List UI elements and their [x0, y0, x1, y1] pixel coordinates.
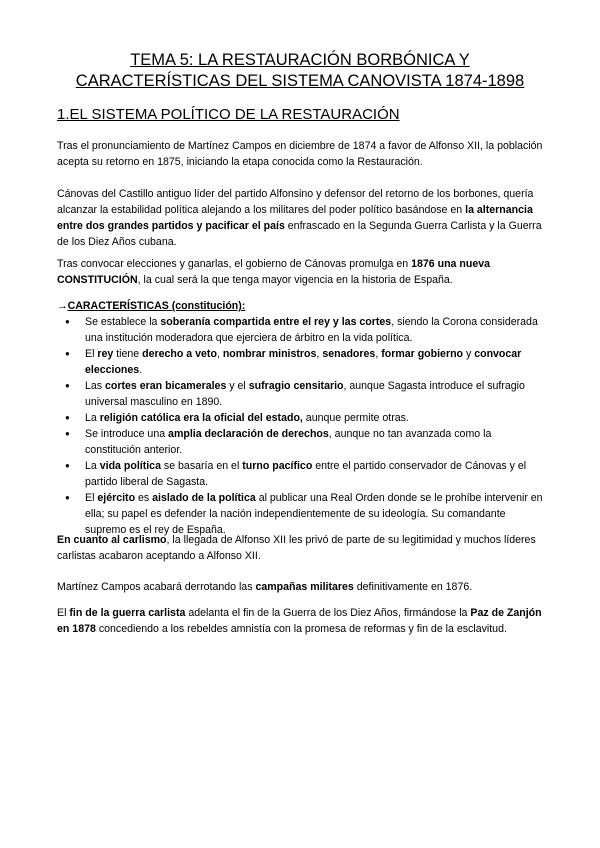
- paragraph-1: [57, 138, 547, 170]
- p4-text-1: , la llegada de Alfonso XII les privó de parte de su legitimidad y muchos líderes carlistas acabaron aceptando a Alfonso XII.: [57, 534, 536, 562]
- p6-text-1: El: [57, 607, 70, 619]
- paragraph-5: [57, 579, 547, 595]
- p5-text-2: definitivamente en 1876.: [353, 581, 473, 593]
- list-item: ● Se establece la soberanía compartida entre el rey y las cortes, siendo la Corona considerada una institución moderadora que ejerciera de árbitro en la vida política.: [57, 314, 547, 346]
- paragraph-2: [57, 186, 547, 250]
- p2-text-1: Cánovas del Castillo antiguo líder del partido Alfonsino y defensor del retorno de los borbones, quería alcanzar la estabilidad política alejando a los militares del poder político basándose en: [57, 188, 534, 216]
- paragraph-4: [57, 532, 547, 564]
- subheading: [57, 298, 245, 314]
- arrow-icon: →: [57, 300, 68, 312]
- p6-bold-1: fin de la guerra carlista: [69, 607, 186, 619]
- paragraph-6: [57, 605, 547, 637]
- p5-text-1: Martínez Campos acabará derrotando las: [57, 581, 256, 593]
- p6-text-2: adelanta el fin de la Guerra de los Diez Años, firmándose la: [185, 607, 471, 619]
- p6-bold-2: Paz de Zanjón en 1878: [57, 607, 542, 635]
- characteristics-list: [57, 314, 547, 538]
- paragraph-1-text: Tras el pronunciamiento de Martínez Campos en diciembre de 1874 a favor de Alfonso XII, la población acepta su retorno en 1875, iniciando la etapa conocida como la Restauración.: [57, 140, 543, 168]
- p6-text-3: concediendo a los rebeldes amnistía con la promesa de reformas y fin de la esclavitud.: [95, 623, 507, 635]
- list-item: ● Las cortes eran bicamerales y el sufragio censitario, aunque Sagasta introduce el sufragio universal masculino en 1890.: [57, 378, 547, 410]
- subheading-label: CARACTERÍSTICAS (constitución):: [67, 300, 246, 312]
- p3-text-1: Tras convocar elecciones y ganarlas, el gobierno de Cánovas promulga en: [57, 258, 412, 270]
- p2-bold-1: la alternancia entre dos grandes partidos y pacificar el país: [57, 204, 533, 232]
- p3-bold-1: 1876 una nueva CONSTITUCIÓN: [57, 258, 491, 286]
- document-title: [40, 50, 560, 92]
- list-item: ● El rey tiene derecho a veto, nombrar ministros, senadores, formar gobierno y convocar elecciones.: [57, 346, 547, 378]
- section-heading: 1.EL SISTEMA POLÍTICO DE LA RESTAURACIÓN: [57, 106, 400, 123]
- p5-bold-1: campañas militares: [255, 581, 354, 593]
- title-line-2: CARACTERÍSTICAS DEL SISTEMA CANOVISTA 1874-1898: [75, 72, 525, 90]
- p4-bold-1: En cuanto al carlismo: [57, 534, 167, 546]
- paragraph-3: [57, 256, 547, 288]
- p2-text-2: enfrascado en la Segunda Guerra Carlista y la Guerra de los Diez Años cubana.: [57, 220, 542, 248]
- list-item: ● La vida política se basaría en el turno pacífico entre el partido conservador de Cánovas y el partido liberal de Sagasta.: [57, 458, 547, 490]
- list-item: ● Se introduce una amplia declaración de derechos, aunque no tan avanzada como la constitución anterior.: [57, 426, 547, 458]
- p3-text-2: , la cual será la que tenga mayor vigencia en la historia de España.: [137, 274, 453, 286]
- list-item: ● El ejército es aislado de la política al publicar una Real Orden donde se le prohíbe intervenir en ella; su papel es defender la nación independientemente de su ideología. Su comandante supremo es el rey de España.: [57, 490, 547, 538]
- title-line-1: TEMA 5: LA RESTAURACIÓN BORBÓNICA Y: [130, 51, 470, 69]
- list-item: ● La religión católica era la oficial del estado, aunque permite otras.: [57, 410, 547, 426]
